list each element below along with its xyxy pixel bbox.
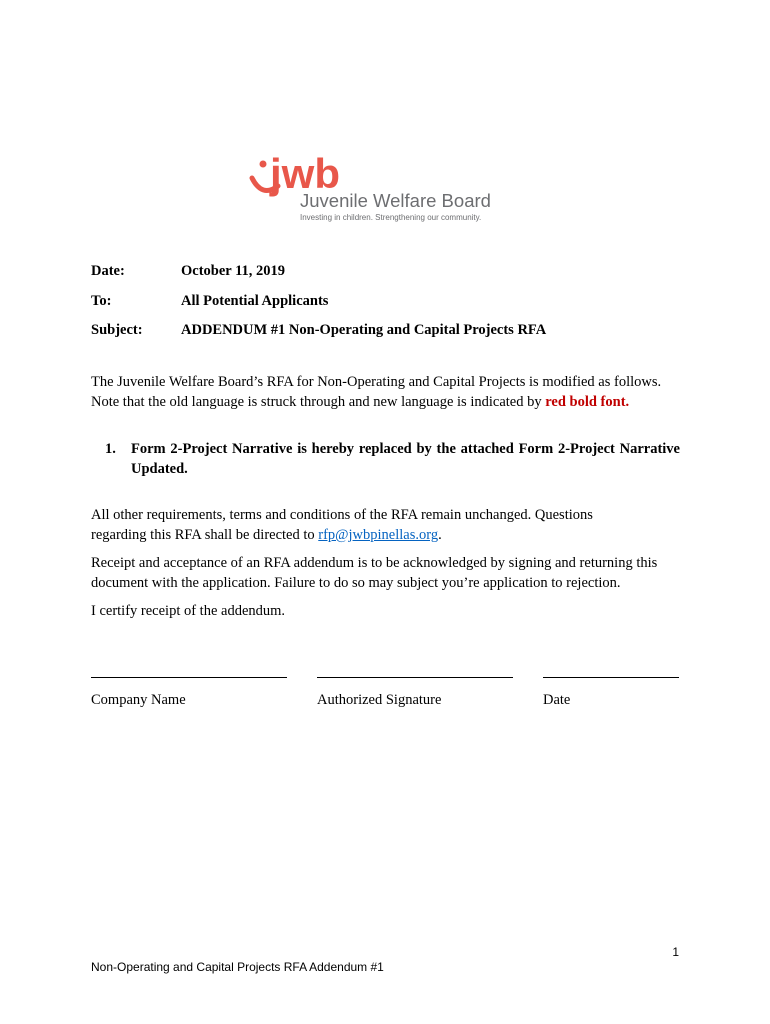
intro-text: The Juvenile Welfare Board’s RFA for Non-Operating and Capital Projects is modified as follows. Note that the old language is struck through and new language is indicated by <box>91 374 662 410</box>
footer-text: Non-Operating and Capital Projects RFA Addendum #1 <box>91 960 384 974</box>
list-item-text: Form 2-Project Narrative is hereby replaced by the attached Form 2-Project Narrative Updated. <box>131 441 680 477</box>
requirements-paragraph <box>91 505 631 545</box>
list-item-number: 1. <box>105 441 116 457</box>
authorized-signature-label: Authorized Signature <box>317 692 442 708</box>
date-line <box>543 677 679 678</box>
company-name-label: Company Name <box>91 692 186 708</box>
receipt-paragraph: Receipt and acceptance of an RFA addendum is to be acknowledged by signing and returning this document with the application. Failure to do so may subject you’re application to rejection. <box>91 555 658 591</box>
email-link[interactable]: rfp@jwbpinellas.org <box>318 527 439 543</box>
to-label: To: <box>91 293 112 309</box>
requirements-end: . <box>438 527 442 543</box>
requirements-text: All other requirements, terms and conditions of the RFA remain unchanged. Questions regarding this RFA shall be directed to <box>91 507 593 543</box>
signature-date-label: Date <box>543 692 571 708</box>
page-number: 1 <box>672 945 679 959</box>
jwb-logo <box>248 150 538 230</box>
subject-value: ADDENDUM #1 Non-Operating and Capital Projects RFA <box>181 322 547 338</box>
company-name-line <box>91 677 287 678</box>
red-bold-text: red bold font. <box>545 394 630 410</box>
logo-tagline: Investing in children. Strengthening our community. <box>300 213 482 222</box>
authorized-signature-line <box>317 677 513 678</box>
logo-name: Juvenile Welfare Board <box>300 190 491 211</box>
to-value: All Potential Applicants <box>181 293 329 309</box>
date-label: Date: <box>91 263 125 279</box>
date-value: October 11, 2019 <box>181 263 286 279</box>
intro-paragraph <box>91 372 691 412</box>
certify-text: I certify receipt of the addendum. <box>91 603 286 619</box>
subject-label: Subject: <box>91 322 143 338</box>
logo-mark: jwb <box>270 150 340 197</box>
